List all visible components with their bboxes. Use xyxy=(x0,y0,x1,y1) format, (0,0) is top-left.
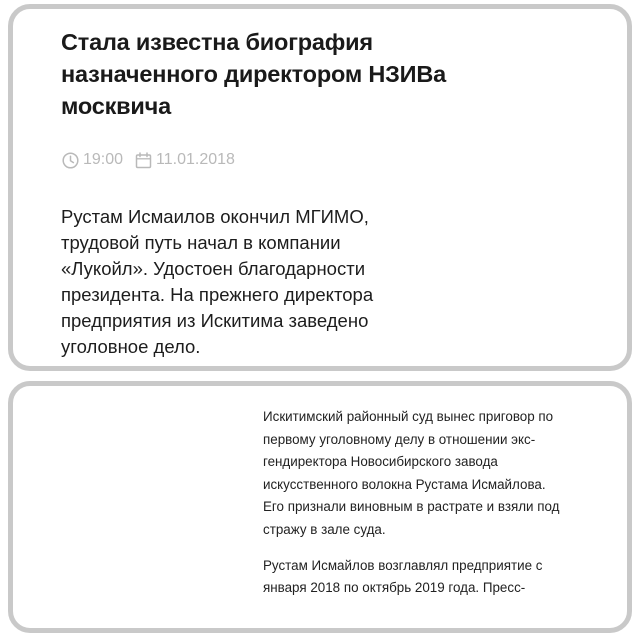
publish-time-text: 19:00 xyxy=(83,151,124,168)
clock-icon xyxy=(62,152,79,169)
article-lead: Рустам Исмаилов окончил МГИМО, трудовой путь начал в компании «Лукойл». Удостоен благодарности президента. На прежнего директора предприятия из Искитима заведено уголовное дело. xyxy=(61,206,374,357)
article-paragraph: Искитимский районный суд вынес приговор по первому уголовному делу в отношении экс-гендиректора Новосибирского завода искусственного волокна Рустама Исмайлова. Его признали виновным в растрате и взяли под стражу в зале суда. xyxy=(263,409,560,537)
article-paragraph: Рустам Исмайлов возглавлял предприятие с января 2018 по октябрь 2019 года. Пресс- xyxy=(263,557,543,596)
calendar-icon xyxy=(135,152,152,169)
news-card-bottom xyxy=(8,381,632,633)
publish-date-text: 11.01.2018 xyxy=(156,151,235,168)
publish-date xyxy=(135,150,235,170)
article-body xyxy=(263,406,568,613)
news-card-top xyxy=(8,4,632,371)
article-meta xyxy=(62,150,235,170)
article-headline[interactable]: Стала известна биография назначенного директором НЗИВа москвича xyxy=(61,29,446,119)
publish-time xyxy=(62,150,123,170)
